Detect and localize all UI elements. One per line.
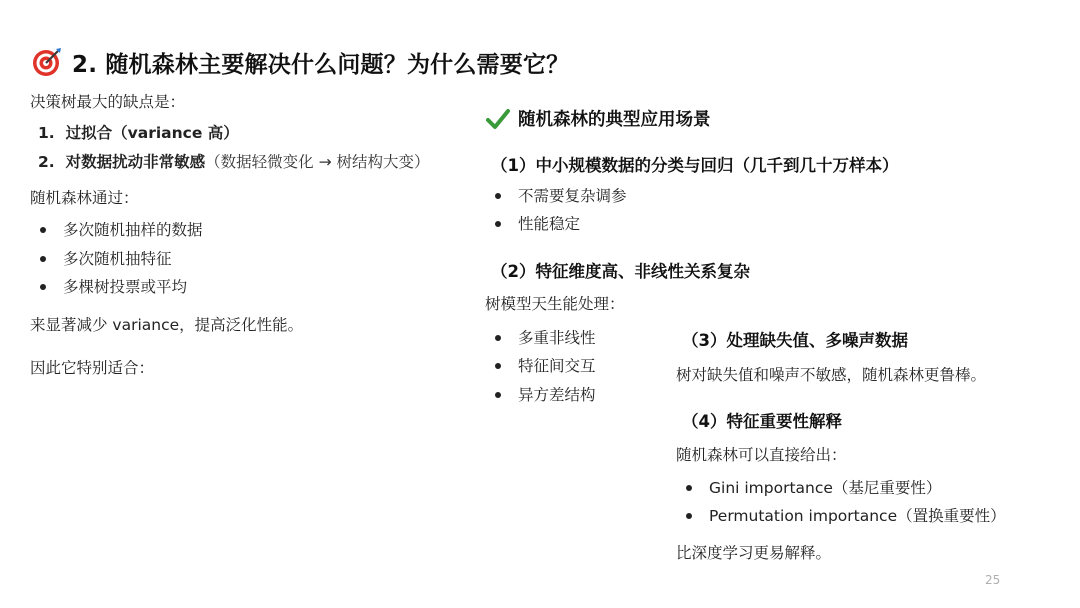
bullet-icon [495,193,501,199]
numbered-item-rest: （数据轻微变化 → 树结构大变） [205,153,430,171]
list-item-text: 多次随机抽特征 [63,250,172,268]
section-1-title: （1）中小规模数据的分类与回归（几千到几十万样本） [491,156,899,175]
therefore-text: 因此它特别适合： [30,359,155,377]
section-4-intro: 随机森林可以直接给出： [676,446,847,464]
section-3-title: （3）处理缺失值、多噪声数据 [682,331,908,350]
numbered-item-2 [38,152,429,172]
bullet-icon [40,227,46,233]
numbered-item-num: 2. [38,153,55,171]
list-item-text: 不需要复杂调参 [518,187,627,205]
list-item [495,328,596,348]
bullet-icon [40,256,46,262]
bullet-icon [686,485,692,491]
list-item [40,277,187,297]
bullet-icon [40,284,46,290]
list-item [40,249,172,269]
applications-heading: 随机森林的典型应用场景 [518,110,711,130]
section-2-intro: 树模型天生能处理： [485,295,625,313]
bullet-icon [495,392,501,398]
numbered-item-1 [38,123,239,143]
numbered-item-bold: 对数据扰动非常敏感 [65,153,206,171]
list-item [686,506,1006,526]
page-title: 2. 随机森林主要解决什么问题？为什么需要它？ [72,51,570,78]
check-mark-icon [486,108,510,130]
list-item-text: 特征间交互 [518,357,596,375]
bullet-icon [495,335,501,341]
numbered-item-num: 1. [38,124,55,142]
numbered-item-bold: 过拟合（variance 高） [65,124,239,142]
section-2-title: （2）特征维度高、非线性关系复杂 [491,262,750,281]
conclusion-text: 来显著减少 variance，提高泛化性能。 [30,316,304,334]
bullet-icon [495,221,501,227]
list-item-text: 性能稳定 [518,215,581,233]
list-item [495,186,627,206]
page-number: 25 [985,573,1001,587]
list-item [495,385,596,405]
list-item-text: 异方差结构 [518,386,596,404]
list-item-text: Permutation importance（置换重要性） [709,507,1006,525]
section-4-title: （4）特征重要性解释 [682,412,842,431]
list-item [495,214,580,234]
list-item-text: Gini importance（基尼重要性） [709,479,942,497]
section-3-text: 树对缺失值和噪声不敏感，随机森林更鲁棒。 [676,366,987,384]
list-item-text: 多次随机抽样的数据 [63,221,203,239]
bullet-icon [686,513,692,519]
slide-title-row [32,42,569,82]
section-4-conclusion: 比深度学习更易解释。 [676,544,832,562]
applications-heading-row [486,106,711,131]
list-item-text: 多重非线性 [518,329,596,347]
list-item [495,356,596,376]
bullet-icon [495,363,501,369]
via-label: 随机森林通过： [30,189,139,207]
list-item [40,220,203,240]
intro-text: 决策树最大的缺点是： [30,93,186,111]
list-item [686,478,941,498]
list-item-text: 多棵树投票或平均 [63,278,188,296]
target-icon [32,47,62,77]
